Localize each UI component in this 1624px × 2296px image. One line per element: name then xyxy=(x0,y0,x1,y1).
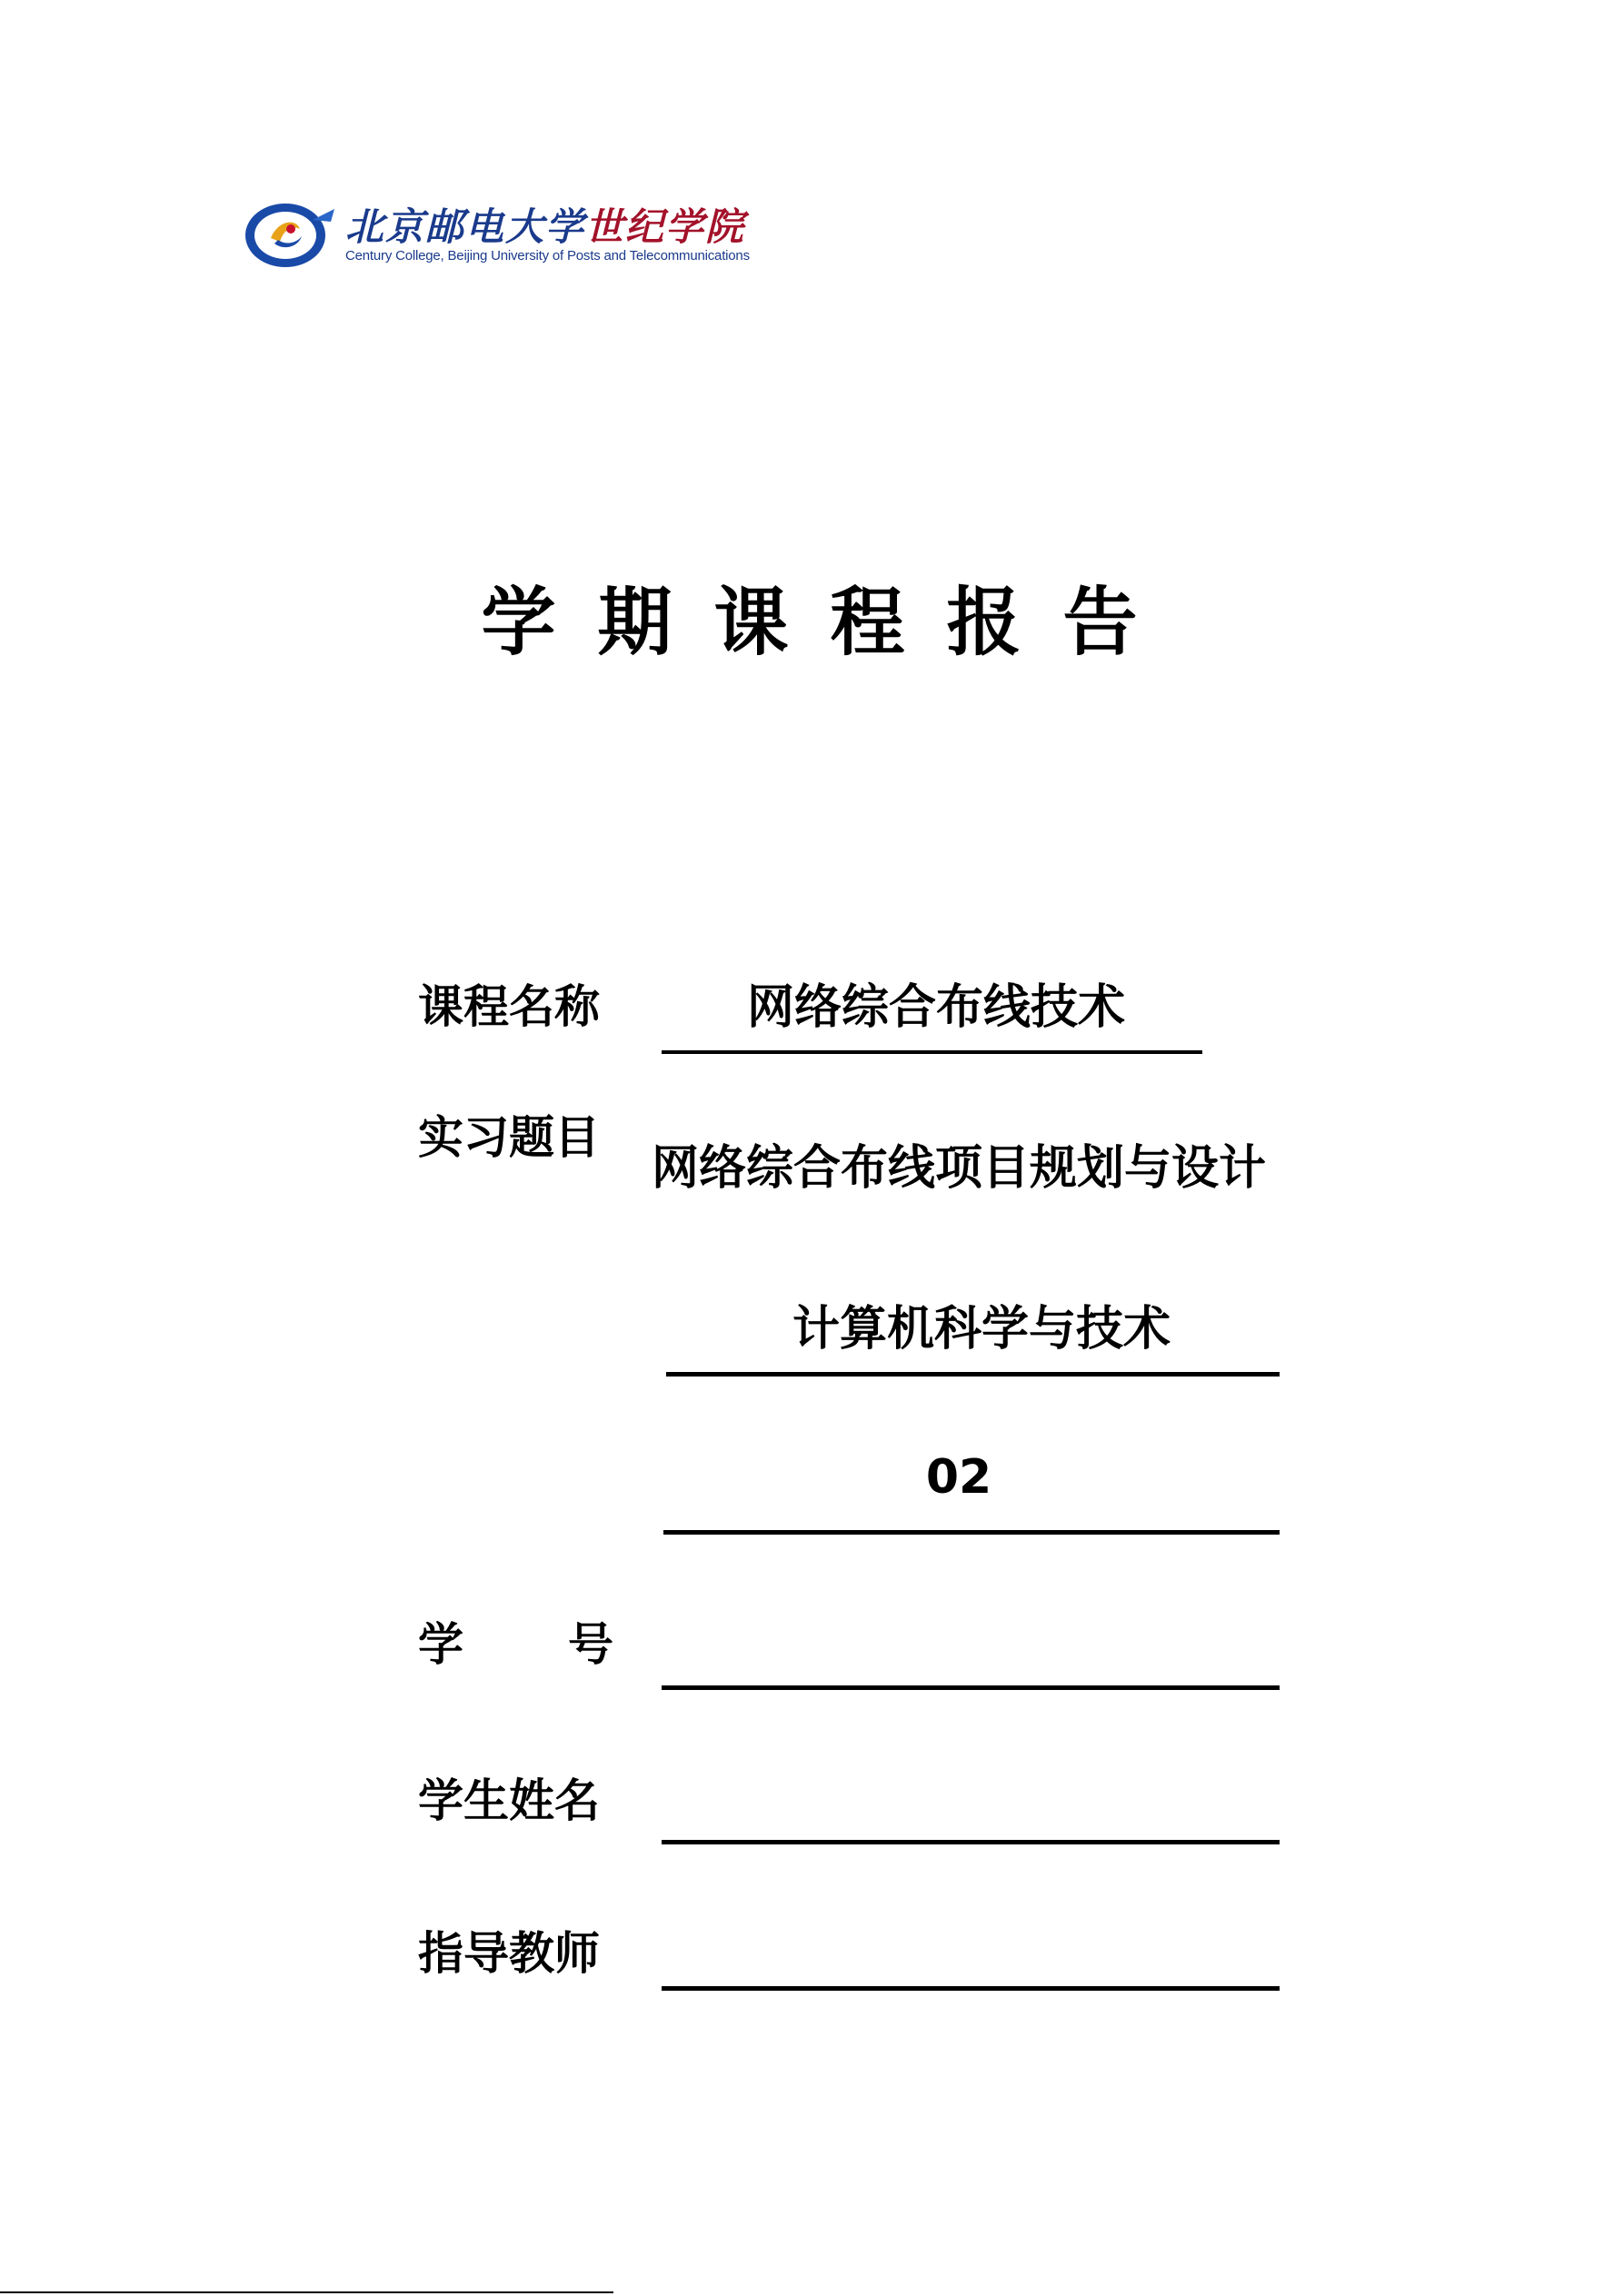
class-underline xyxy=(663,1530,1280,1535)
logo-english-name: Century College, Beijing University of Posts and Telecommunications xyxy=(345,248,750,263)
student-id-underline xyxy=(662,1685,1280,1690)
student-id-label-char-1: 学 xyxy=(418,1618,463,1671)
logo-chinese-name xyxy=(345,206,750,248)
class-value: 02 xyxy=(925,1450,992,1505)
major-value: 计算机科学与技术 xyxy=(792,1302,1171,1357)
logo-text xyxy=(345,206,750,264)
student-id-label-char-2: 号 xyxy=(568,1618,613,1671)
footer-divider xyxy=(0,2291,613,2293)
student-id-label xyxy=(418,1608,613,1674)
college-logo xyxy=(244,202,834,269)
student-name-underline xyxy=(662,1840,1280,1844)
course-name-label: 课程名称 xyxy=(418,980,600,1033)
page-title: 学期课程报告 xyxy=(481,579,1180,666)
project-title-label: 实习题目 xyxy=(418,1111,600,1164)
advisor-underline xyxy=(662,1986,1280,1991)
major-underline xyxy=(666,1372,1280,1377)
course-name-value: 网络综合布线技术 xyxy=(746,980,1125,1035)
logo-university-name: 北京邮电大学 xyxy=(345,204,586,249)
college-emblem-icon xyxy=(244,202,340,269)
project-title-value: 网络综合布线项目规划与设计 xyxy=(651,1141,1266,1196)
logo-college-name: 世纪学院 xyxy=(585,204,746,249)
course-name-underline xyxy=(662,1050,1202,1054)
student-name-label: 学生姓名 xyxy=(418,1774,600,1827)
advisor-label: 指导教师 xyxy=(418,1927,600,1980)
